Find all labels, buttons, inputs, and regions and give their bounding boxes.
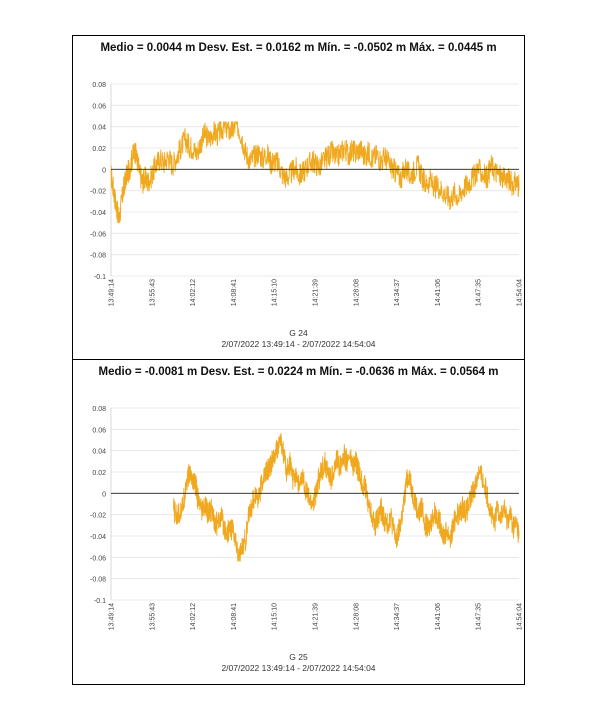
- x-tick-label: 14:21:39: [312, 279, 320, 307]
- y-tick-label: -0.02: [90, 512, 106, 520]
- y-tick-label: -0.04: [90, 210, 106, 217]
- chart-plot: [73, 360, 524, 684]
- chart-plot: [73, 36, 524, 359]
- x-tick-label: 14:47:35: [475, 603, 483, 631]
- x-tick-label: 14:08:41: [230, 603, 238, 631]
- x-tick-label: 14:21:39: [312, 603, 320, 631]
- y-tick-label: -0.08: [90, 576, 106, 584]
- y-tick-label: 0.04: [92, 124, 106, 132]
- y-tick-label: -0.06: [90, 555, 106, 563]
- series-line: [111, 122, 519, 223]
- x-tick-label: 14:54:04: [516, 603, 524, 631]
- y-tick-label: 0.06: [92, 103, 106, 111]
- x-tick-label: 13:55:43: [149, 279, 157, 307]
- x-tick-label: 14:34:37: [394, 603, 402, 631]
- y-tick-label: -0.06: [90, 231, 106, 239]
- y-tick-label: 0.02: [92, 146, 106, 153]
- chart-panel-g24: [72, 35, 525, 360]
- y-tick-label: -0.1: [93, 598, 106, 605]
- x-tick-label: 14:54:04: [516, 279, 524, 307]
- x-tick-label: 14:41:06: [434, 603, 442, 631]
- date-range: 2/07/2022 13:49:14 - 2/07/2022 14:54:04: [221, 339, 376, 349]
- x-tick-label: 14:15:10: [271, 603, 279, 631]
- y-tick-label: 0: [102, 167, 106, 175]
- x-tick-label: 14:28:08: [353, 279, 361, 307]
- y-tick-label: 0.08: [92, 406, 106, 413]
- x-tick-label: 14:02:12: [190, 279, 198, 307]
- series-name: G 25: [289, 652, 308, 662]
- y-tick-label: -0.02: [90, 188, 106, 196]
- series-line: [174, 433, 519, 561]
- chart-panel-g25: [72, 359, 525, 685]
- y-tick-label: -0.08: [90, 252, 106, 260]
- x-tick-label: 14:34:37: [394, 279, 402, 307]
- x-tick-label: 14:47:35: [475, 279, 483, 307]
- x-tick-label: 14:28:08: [353, 603, 361, 631]
- x-tick-label: 14:08:41: [230, 279, 238, 307]
- y-tick-label: 0: [102, 491, 106, 499]
- x-tick-label: 13:49:14: [108, 603, 116, 631]
- y-tick-label: 0.08: [92, 82, 106, 89]
- y-tick-label: 0.04: [92, 448, 106, 456]
- x-tick-label: 13:49:14: [108, 279, 116, 307]
- chart-title: Medio = -0.0081 m Desv. Est. = 0.0224 m Mín. = -0.0636 m Máx. = 0.0564 m: [98, 366, 499, 378]
- x-tick-label: 14:15:10: [271, 279, 279, 307]
- series-name: G 24: [289, 328, 308, 338]
- chart-title: Medio = 0.0044 m Desv. Est. = 0.0162 m Mín. = -0.0502 m Máx. = 0.0445 m: [100, 42, 497, 54]
- x-tick-label: 14:41:06: [434, 279, 442, 307]
- y-tick-label: -0.04: [90, 534, 106, 541]
- x-tick-label: 14:02:12: [190, 603, 198, 631]
- y-tick-label: 0.02: [92, 470, 106, 477]
- y-tick-label: 0.06: [92, 427, 106, 435]
- x-tick-label: 13:55:43: [149, 603, 157, 631]
- y-tick-label: -0.1: [93, 274, 106, 281]
- date-range: 2/07/2022 13:49:14 - 2/07/2022 14:54:04: [221, 663, 376, 673]
